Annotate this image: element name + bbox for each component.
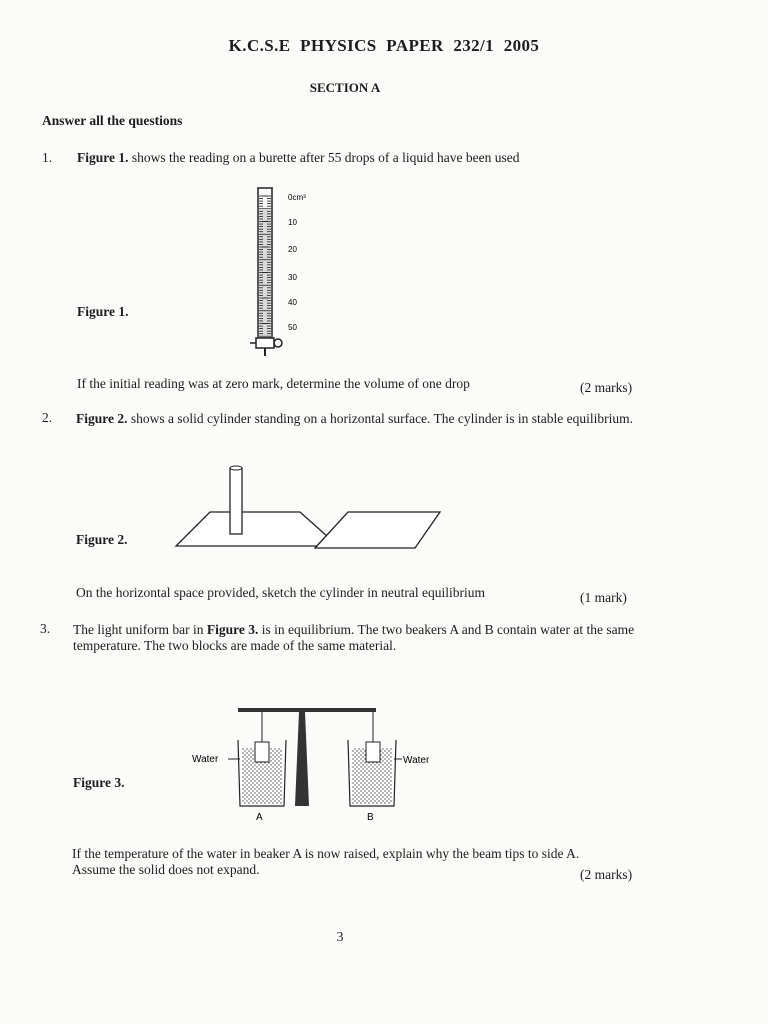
block-b	[366, 742, 380, 762]
question-3-text	[73, 622, 643, 654]
left-board	[176, 512, 338, 546]
water-right-label: Water	[403, 755, 430, 766]
question-2-prompt: On the horizontal space provided, sketch the cylinder in neutral equilibrium	[76, 585, 486, 600]
burette-scale-50: 50	[288, 323, 297, 332]
question-3-prompt-line-2: Assume the solid does not expand.	[72, 862, 260, 877]
block-a	[255, 742, 269, 762]
burette-scale-40: 40	[288, 298, 297, 307]
right-board	[315, 512, 440, 548]
question-3-body-start: The light uniform bar in	[73, 622, 207, 637]
question-3-marks: (2 marks)	[580, 867, 633, 882]
question-1-marks: (2 marks)	[580, 380, 633, 395]
section-heading: SECTION A	[309, 80, 381, 95]
burette-tap-handle	[274, 339, 282, 347]
burette-tap	[256, 338, 274, 348]
burette-figure	[240, 180, 340, 360]
question-1-body: shows the reading on a burette after 55 drops of a liquid have been used	[128, 150, 520, 165]
question-1-number: 1.	[42, 150, 53, 165]
burette-unit-label: 0cm³	[288, 193, 306, 202]
burette-scale-10: 10	[288, 218, 297, 227]
question-2-text	[76, 411, 636, 427]
burette-scale-30: 30	[288, 273, 297, 282]
question-2-marks: (1 mark)	[580, 590, 627, 605]
question-3-prompt	[72, 846, 652, 878]
question-1-text	[77, 150, 637, 166]
beam-balance-figure	[188, 702, 448, 826]
cylinder-top	[230, 466, 242, 470]
beaker-a-label: A	[256, 812, 263, 823]
question-3-number: 3.	[40, 621, 51, 636]
burette-scale-20: 20	[288, 245, 297, 254]
water-left-label: Water	[192, 754, 219, 765]
question-3-body: is in equilibrium. The two beakers A and B contain water at the same temperature. The two blocks are made of the same material.	[73, 622, 635, 653]
beaker-b-label: B	[367, 812, 374, 823]
beam	[238, 708, 376, 712]
question-1-prompt: If the initial reading was at zero mark, determine the volume of one drop	[77, 376, 470, 391]
question-2-body: shows a solid cylinder standing on a horizontal surface. The cylinder is in stable equilibrium.	[127, 411, 634, 426]
question-2-figure-ref: Figure 2.	[76, 411, 128, 426]
page-title: K.C.S.E PHYSICS PAPER 232/1 2005	[228, 36, 540, 55]
pivot	[295, 712, 309, 806]
figure-2-label: Figure 2.	[76, 532, 128, 547]
question-3-figure-ref: Figure 3.	[206, 622, 259, 637]
figure-1-label: Figure 1.	[77, 304, 129, 319]
instructions: Answer all the questions	[42, 113, 183, 128]
question-2-number: 2.	[42, 410, 53, 425]
cylinder-figure	[170, 462, 450, 554]
standing-cylinder	[230, 468, 242, 534]
question-1-figure-ref: Figure 1.	[77, 150, 129, 165]
figure-3-label: Figure 3.	[73, 775, 125, 790]
question-3-prompt-line-1: If the temperature of the water in beaker A is now raised, explain why the beam tips to side A.	[72, 846, 580, 861]
page-number: 3	[336, 930, 344, 945]
